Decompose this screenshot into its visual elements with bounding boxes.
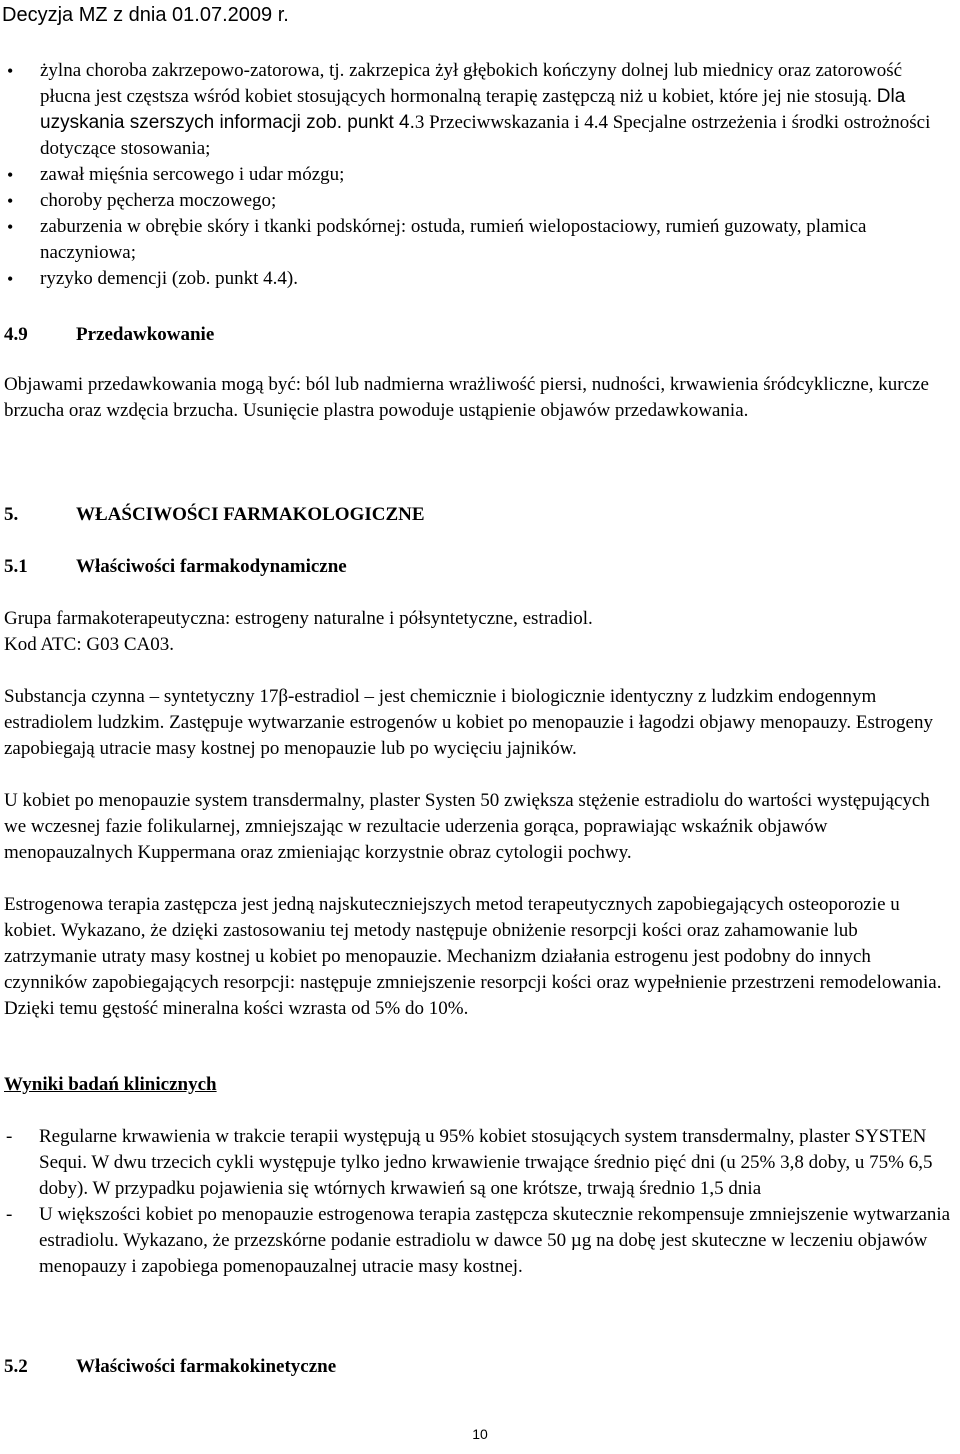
bullet-item: • zaburzenia w obrębie skóry i tkanki podskórnej: ostuda, rumień wielopostaciowy, rumień guzowaty, plamica naczyniowa; [4, 214, 954, 266]
bullet-item: • ryzyko demencji (zob. punkt 4.4). [4, 266, 954, 292]
paragraph-transdermal: U kobiet po menopauzie system transdermalny, plaster Systen 50 zwiększa stężenie estradiolu do wartości występujących we wczesnej fazie folikularnej, zmniejszając w rezultacie uderzenia gorąca, poprawiając wskaźnik objawów menopauzalnych Kuppermana oraz zmieniając korzystnie obraz cytologii pochwy. [4, 790, 930, 863]
bullet-item: • zawał mięśnia sercowego i udar mózgu; [4, 162, 954, 188]
pharmacotherapeutic-group: Grupa farmakoterapeutyczna: estrogeny naturalne i półsyntetyczne, estradiol. [4, 608, 593, 629]
section-number: 5.2 [4, 1356, 28, 1377]
section-title: Właściwości farmakokinetyczne [76, 1356, 337, 1377]
section-heading-5-1 [4, 554, 954, 580]
bullet-item: • choroby pęcherza moczowego; [4, 188, 954, 214]
section-number: 5. [4, 504, 19, 525]
vte-reference-tail: 3 Przeciwwskazania i 4.4 Specjalne ostrzeżenia i środki ostrożności dotyczące stosowania; [40, 112, 931, 159]
section-title: Przedawkowanie [76, 324, 215, 345]
section-heading-5 [4, 502, 954, 528]
list-item: - U większości kobiet po menopauzie estrogenowa terapia zastępcza skutecznie rekompensuje zmniejszenie wytwarzania estradiolu. Wykazano, że przezskórne podanie estradiolu w dawce 50 µg na dobę jest skuteczne w leczeniu objawów menopauzy i zapobiega pomenopauzalnej utracie masy kostnej. [4, 1202, 954, 1280]
section-number: 4.9 [4, 324, 28, 345]
section-heading-4-9 [4, 322, 954, 348]
bullet-item-vte [4, 58, 954, 162]
clinical-results-heading: Wyniki badań klinicznych [4, 1074, 217, 1095]
overdose-paragraph: Objawami przedawkowania mogą być: ból lub nadmierna wrażliwość piersi, nudności, krwawienia śródcykliczne, kurcze brzucha oraz wzdęcia brzucha. Usunięcie plastra powoduje ustąpienie objawów przedawkowania. [4, 374, 929, 421]
list-item: - Regularne krwawienia w trakcie terapii występują u 95% kobiet stosujących system transdermalny, plaster SYSTEN Sequi. W dwu trzecich cykli występuje tylko jedno krwawienie trwające średnio pięć dni (u 25% 3,8 doby, u 75% 6,5 doby). W przypadku pojawienia się wtórnych krwawień są one krótsze, trwają średnio 1,5 dnia [4, 1124, 954, 1202]
page-header: Decyzja MZ z dnia 01.07.2009 r. [2, 4, 289, 26]
vte-text: żylna choroba zakrzepowo-zatorowa, tj. zakrzepica żył głębokich kończyny dolnej lub miednicy oraz zatorowość płucna jest częstsza wśród kobiet stosujących hormonalną terapię zastępczą niż u kobiet, które jej nie stosują. [40, 60, 903, 107]
bullet-list-adverse [4, 58, 954, 292]
vte-reference: Dla uzyskania szerszych informacji zob. punkt 4. [40, 86, 906, 133]
section-title: Właściwości farmakodynamiczne [76, 556, 347, 577]
section-heading-5-2 [4, 1354, 954, 1380]
atc-code: Kod ATC: G03 CA03. [4, 634, 174, 655]
section-title: WŁAŚCIWOŚCI FARMAKOLOGICZNE [76, 504, 425, 525]
paragraph-active-substance: Substancja czynna – syntetyczny 17β-estradiol – jest chemicznie i biologicznie identyczny z ludzkim endogennym estradiolem ludzkim. Zastępuje wytwarzanie estrogenów u kobiet po menopauzie i łagodzi objawy menopauzy. Estrogeny zapobiegają utracie masy kostnej po menopauzie lub po wycięciu jajników. [4, 686, 933, 759]
paragraph-osteoporosis: Estrogenowa terapia zastępcza jest jedną najskuteczniejszych metod terapeutycznych zapobiegających osteoporozie u kobiet. Wykazano, że dzięki zastosowaniu tej metody następuje obniżenie resorpcji kości oraz zahamowanie lub zatrzymanie utraty masy kostnej u kobiet po menopauzie. Mechanizm działania estrogenu jest podobny do innych czynników zapobiegających resorpcji: następuje zmniejszenie resorpcji kości oraz wypełnienie przestrzeni remodelowania. Dzięki temu gęstość mineralna kości wzrasta od 5% do 10%. [4, 894, 942, 1019]
page-number: 10 [472, 1426, 488, 1442]
clinical-results-list [4, 1124, 954, 1280]
section-number: 5.1 [4, 556, 28, 577]
